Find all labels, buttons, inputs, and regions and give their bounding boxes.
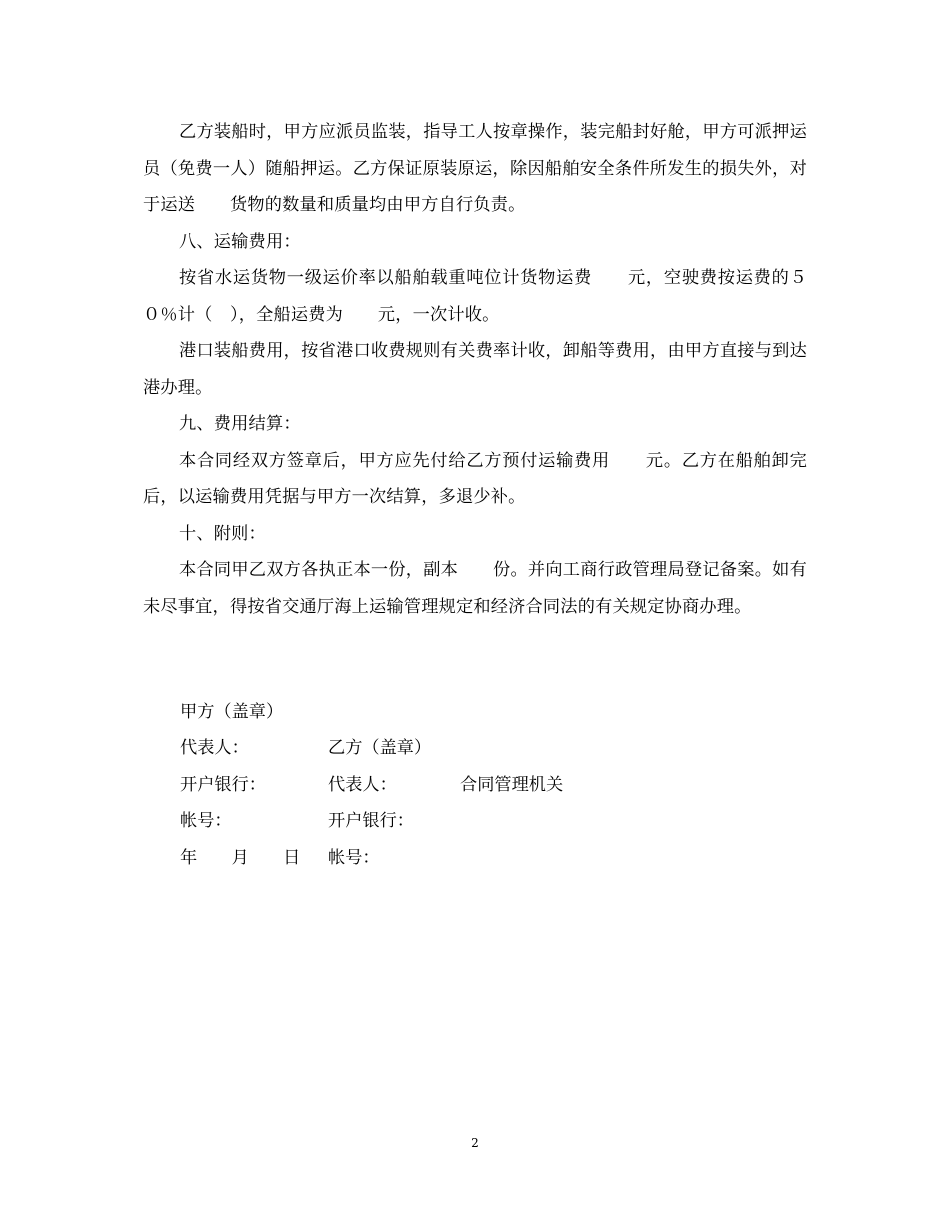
supplementary-paragraph: 本合同甲乙双方各执正本一份，副本 份。并向工商行政管理局登记备案。如有未尽事宜，得按省交通厅海上运输管理规定和经济合同法的有关规定协商办理。: [143, 560, 807, 617]
party-b-account-label: 帐号：: [328, 847, 380, 868]
date-label: 年 月 日: [180, 847, 301, 868]
port-fee-paragraph: 港口装船费用，按省港口收费规则有关费率计收，卸船等费用，由甲方直接与到达港办理。: [143, 341, 807, 398]
section-10-heading: 十、附则：: [179, 523, 266, 544]
loading-clause-paragraph: 乙方装船时，甲方应派员监装，指导工人按章操作，装完船封好舱，甲方可派押运员（免费一人）随船押运。乙方保证原装原运，除因船舶安全条件所发生的损失外，对于运送 货物的数量和质量均由甲方自行负责。: [143, 122, 807, 215]
signature-block: [180, 657, 800, 868]
party-a-account-label: 帐号：: [180, 811, 232, 831]
page-number: 2: [471, 1136, 479, 1150]
section-8-heading: 八、运输费用：: [179, 231, 301, 252]
party-b-seal-label: 乙方（盖章）: [328, 738, 432, 758]
section-9-heading: 九、费用结算：: [179, 414, 301, 434]
settlement-paragraph: 本合同经双方签章后，甲方应先付给乙方预付运输费用 元。乙方在船舶卸完后，以运输费用凭据与甲方一次结算，多退少补。: [143, 450, 807, 507]
party-b-bank-label: 开户银行：: [328, 811, 414, 831]
contract-body: [143, 114, 807, 625]
party-a-representative-label: 代表人：: [180, 738, 249, 758]
contract-authority-label: 合同管理机关: [460, 774, 564, 795]
party-a-seal-label: 甲方（盖章）: [180, 701, 284, 722]
party-b-representative-label: 代表人：: [328, 774, 397, 795]
party-a-bank-label: 开户银行：: [180, 774, 266, 795]
freight-rate-paragraph: 按省水运货物一级运价率以船舶载重吨位计货物运费 元，空驶费按运费的５０％计（ ），全船运费为 元，一次计收。: [143, 268, 807, 325]
